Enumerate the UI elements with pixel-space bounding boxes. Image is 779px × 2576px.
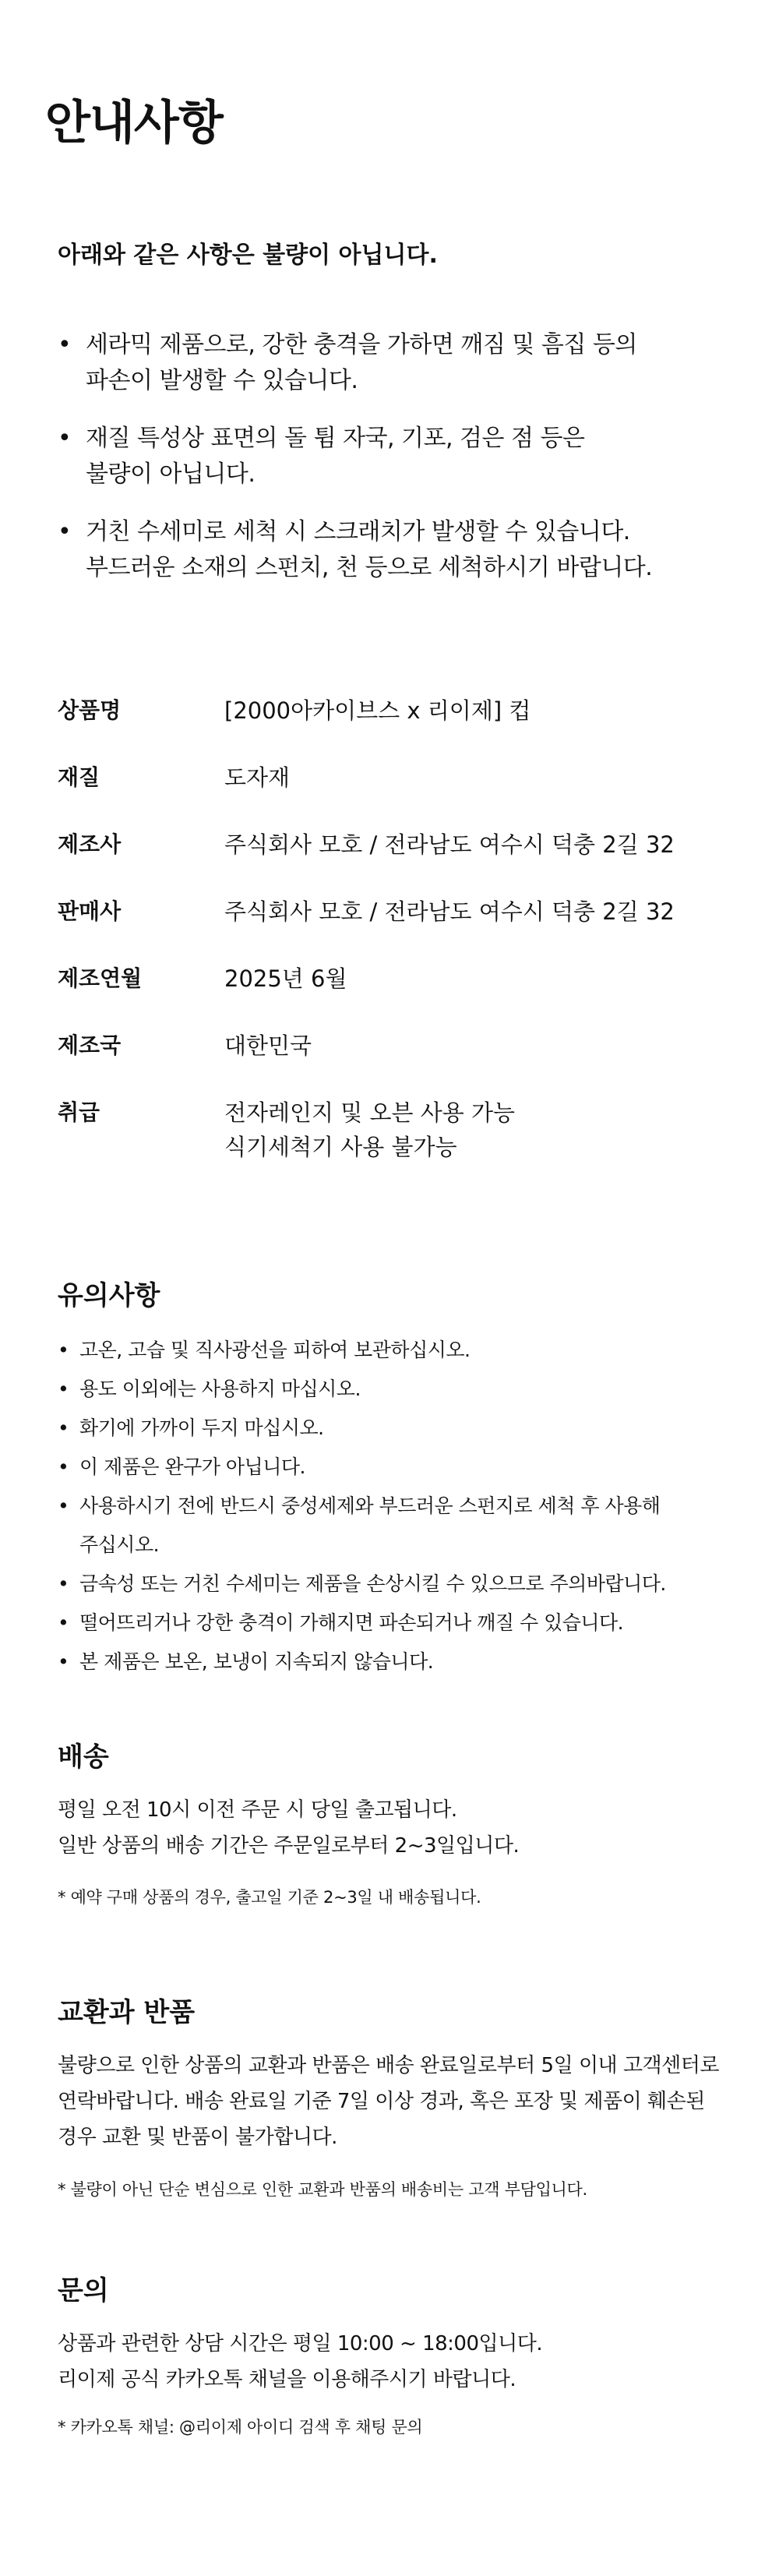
shipping-line: 평일 오전 10시 이전 주문 시 당일 출고됩니다. <box>58 1798 457 1822</box>
spec-row-product-name <box>58 693 743 760</box>
caution-item <box>58 1487 743 1565</box>
spec-value-line: 식기세척기 사용 불가능 <box>224 1134 457 1160</box>
spec-value-line: 도자재 <box>224 764 291 791</box>
spec-value <box>224 693 530 728</box>
bullet-icon: • <box>58 1572 69 1595</box>
spec-value <box>224 962 347 996</box>
returns-line: 연락바랍니다. 배송 완료일 기준 7일 이상 경과, 혹은 포장 및 제품이 훼손된 <box>58 2090 705 2113</box>
spec-value-line: [2000아카이브스 x 리이제] 컵 <box>224 697 531 724</box>
caution-item-line: 화기에 가까이 두지 마십시오. <box>79 1417 324 1439</box>
bullet-icon: • <box>58 1494 69 1517</box>
spec-row-manufacture-date <box>58 962 743 1029</box>
notice-list <box>58 327 743 608</box>
notice-heading: 아래와 같은 사항은 불량이 아닙니다. <box>58 242 438 269</box>
inquiry-line: 리이제 공식 카카오톡 채널을 이용해주시기 바랍니다. <box>58 2368 516 2391</box>
caution-item <box>58 1370 743 1409</box>
spec-value-line: 전자레인지 및 오븐 사용 가능 <box>224 1099 516 1126</box>
inquiry-line: 상품과 관련한 상담 시간은 평일 10:00 ~ 18:00입니다. <box>58 2332 543 2355</box>
bullet-icon: • <box>58 425 72 452</box>
spec-value-line: 주식회사 모호 / 전라남도 여수시 덕충 2길 32 <box>224 831 675 858</box>
caution-item <box>58 1409 743 1448</box>
caution-item <box>58 1331 743 1370</box>
notice-item <box>58 327 743 399</box>
inquiry-text <box>58 2326 743 2398</box>
caution-item-line: 떨어뜨리거나 강한 충격이 가해지면 파손되거나 깨질 수 있습니다. <box>79 1611 624 1634</box>
notice-item-line: 파손이 발생할 수 있습니다. <box>86 367 358 394</box>
caution-item <box>58 1604 743 1643</box>
spec-value <box>224 1029 312 1063</box>
returns-note: * 불량이 아닌 단순 변심으로 인한 교환과 반품의 배송비는 고객 부담입니다. <box>58 2180 587 2199</box>
caution-item-line: 사용하시기 전에 반드시 중성세제와 부드러운 스펀지로 세척 후 사용해 <box>79 1494 661 1517</box>
caution-item-line: 이 제품은 완구가 아닙니다. <box>79 1456 305 1478</box>
spec-label: 재질 <box>58 764 100 790</box>
caution-item-line: 고온, 고습 및 직사광선을 피하여 보관하십시오. <box>79 1339 471 1361</box>
bullet-icon: • <box>58 1650 69 1673</box>
returns-line: 경우 교환 및 반품이 불가합니다. <box>58 2126 337 2149</box>
spec-row-country <box>58 1029 743 1096</box>
notice-item-line: 거친 수세미로 세척 시 스크래치가 발생할 수 있습니다. <box>86 518 630 545</box>
cautions-heading: 유의사항 <box>58 1280 160 1311</box>
inquiry-heading: 문의 <box>58 2275 109 2306</box>
returns-text <box>58 2048 743 2155</box>
bullet-icon: • <box>58 1456 69 1478</box>
spec-value-line: 대한민국 <box>224 1032 312 1059</box>
caution-item-line: 본 제품은 보온, 보냉이 지속되지 않습니다. <box>79 1650 434 1673</box>
spec-label: 취급 <box>58 1099 100 1125</box>
shipping-heading: 배송 <box>58 1741 109 1773</box>
bullet-icon: • <box>58 518 72 545</box>
bullet-icon: • <box>58 1339 69 1361</box>
spec-value <box>224 827 675 862</box>
spec-label: 상품명 <box>58 697 122 723</box>
bullet-icon: • <box>58 1378 69 1400</box>
spec-label: 판매사 <box>58 898 122 924</box>
caution-item <box>58 1448 743 1487</box>
spec-value <box>224 895 675 929</box>
returns-line: 불량으로 인한 상품의 교환과 반품은 배송 완료일로부터 5일 이내 고객센터로 <box>58 2054 720 2077</box>
spec-label: 제조사 <box>58 831 122 857</box>
caution-item <box>58 1643 743 1681</box>
notice-item-line: 불량이 아닙니다. <box>86 461 256 488</box>
bullet-icon: • <box>58 1611 69 1634</box>
cautions-list <box>58 1331 743 1681</box>
caution-item-line: 금속성 또는 거친 수세미는 제품을 손상시킬 수 있으므로 주의바랍니다. <box>79 1572 666 1595</box>
returns-heading: 교환과 반품 <box>58 1997 196 2028</box>
spec-value-line: 주식회사 모호 / 전라남도 여수시 덕충 2길 32 <box>224 898 675 925</box>
page-title: 안내사항 <box>45 96 223 150</box>
inquiry-note: * 카카오톡 채널: @리이제 아이디 검색 후 채팅 문의 <box>58 2418 423 2437</box>
spec-row-handling <box>58 1096 743 1163</box>
spec-label: 제조연월 <box>58 965 143 991</box>
notice-item-line: 부드러운 소재의 스펀치, 천 등으로 세척하시기 바랍니다. <box>86 554 653 581</box>
caution-item <box>58 1565 743 1604</box>
spec-row-seller <box>58 895 743 962</box>
bullet-icon: • <box>58 1417 69 1439</box>
spec-table <box>58 693 743 1163</box>
spec-label: 제조국 <box>58 1032 122 1058</box>
notice-item <box>58 421 743 492</box>
caution-item-line: 용도 이외에는 사용하지 마십시오. <box>79 1378 361 1400</box>
shipping-note: * 예약 구매 상품의 경우, 출고일 기준 2~3일 내 배송됩니다. <box>58 1888 481 1907</box>
spec-value-line: 2025년 6월 <box>224 965 347 992</box>
caution-item-line: 주십시오. <box>79 1533 160 1556</box>
notice-item <box>58 514 743 586</box>
notice-item-line: 세라믹 제품으로, 강한 충격을 가하면 깨짐 및 흠집 등의 <box>86 331 637 358</box>
spec-row-material <box>58 760 743 827</box>
shipping-text <box>58 1792 743 1864</box>
notice-item-line: 재질 특성상 표면의 돌 튐 자국, 기포, 검은 점 등은 <box>86 425 585 452</box>
shipping-line: 일반 상품의 배송 기간은 주문일로부터 2~3일입니다. <box>58 1834 520 1858</box>
spec-row-manufacturer <box>58 827 743 895</box>
bullet-icon: • <box>58 331 72 358</box>
spec-value <box>224 760 290 795</box>
spec-value <box>224 1096 515 1164</box>
